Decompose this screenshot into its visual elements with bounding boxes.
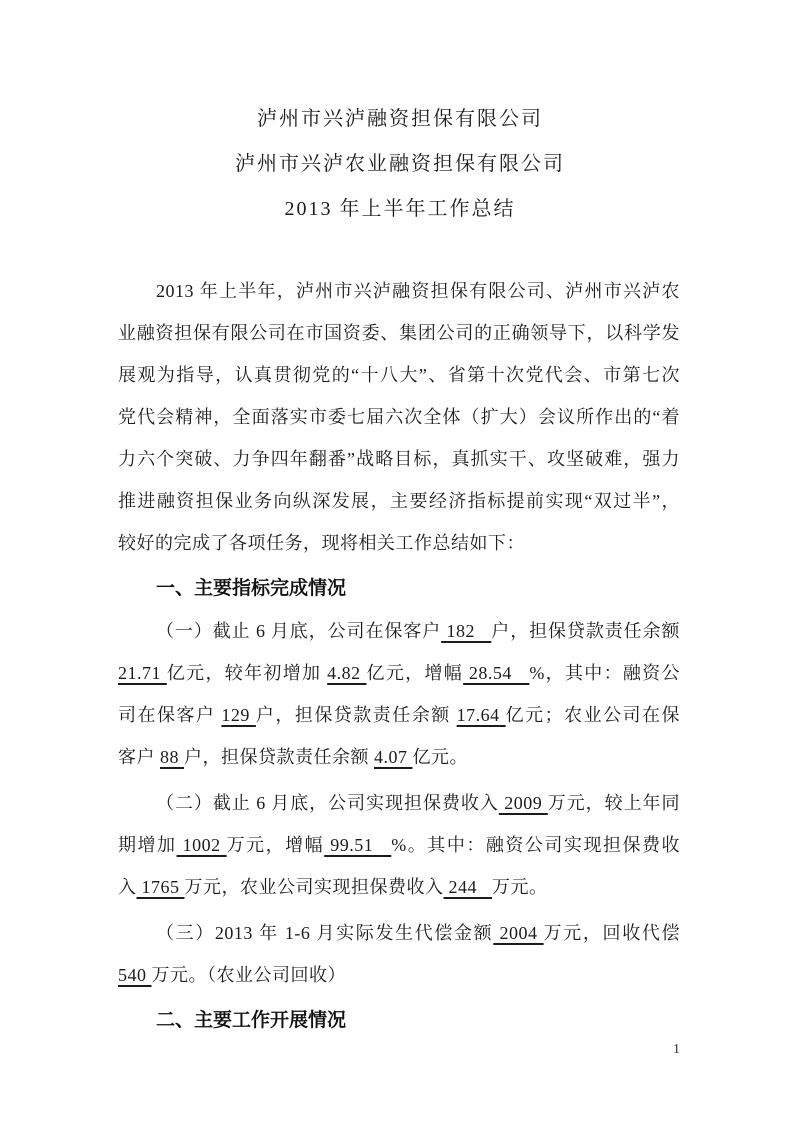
- paragraph-line: [118, 782, 680, 824]
- text-segment: （一）截止 6 月底，公司在保客户: [156, 621, 442, 641]
- paragraph-line: [118, 736, 680, 778]
- text-segment: 户，担保贷款责任余额: [491, 621, 681, 641]
- section-heading: 一、主要指标完成情况: [156, 578, 347, 599]
- underlined-value: 17.64: [456, 705, 506, 725]
- text-segment: 万元，增幅: [226, 835, 325, 855]
- text-segment: 万元。: [492, 877, 548, 897]
- paragraph-line: [118, 694, 680, 736]
- underlined-value: 88: [160, 747, 184, 767]
- text-segment: 亿元；农业公司在保: [505, 705, 681, 725]
- text-segment: 期增加: [118, 835, 177, 855]
- paragraph-line: [118, 312, 680, 354]
- text-segment: 司在保客户: [118, 705, 222, 725]
- paragraph: [118, 610, 680, 778]
- text-segment: 户，担保贷款责任余额: [255, 705, 457, 725]
- paragraph: [118, 270, 680, 564]
- text-segment: 户，担保贷款责任余额: [184, 747, 374, 767]
- text-segment: 万元。（农业公司回收）: [151, 965, 346, 985]
- text-segment: 万元，农业公司实现担保费收入: [184, 877, 444, 897]
- paragraph-line: [118, 438, 680, 480]
- underlined-value: 244: [443, 877, 492, 897]
- paragraph-line: [118, 480, 680, 522]
- underlined-value: 182: [441, 621, 492, 641]
- document-title-line-1: 泸州市兴泸融资担保有限公司: [257, 108, 543, 130]
- text-segment: 万元，回收代偿: [543, 923, 680, 943]
- paragraph-line: [118, 954, 680, 996]
- text-segment: 入: [118, 877, 137, 897]
- paragraph: [118, 912, 680, 996]
- underlined-value: 2009: [498, 793, 548, 813]
- paragraph-line: [118, 824, 680, 866]
- text-segment: 业融资担保有限公司在市国资委、集团公司的正确领导下，以科学发: [118, 323, 680, 343]
- underlined-value: 1002: [176, 835, 227, 855]
- paragraph-line: [118, 866, 680, 908]
- underlined-value: 21.71: [118, 663, 167, 683]
- underlined-value: 1765: [136, 877, 185, 897]
- text-segment: 力六个突破、力争四年翻番”战略目标，真抓实干、攻坚破难，强力: [118, 449, 680, 469]
- text-segment: 展观为指导，认真贯彻党的“十八大”、省第十次党代会、市第七次: [118, 365, 680, 385]
- text-segment: %，其中：融资公: [529, 663, 681, 683]
- text-segment: 推进融资担保业务向纵深发展，主要经济指标提前实现“双过半”，: [118, 491, 680, 511]
- paragraph-line: [118, 912, 680, 954]
- document-titles: [0, 0, 800, 232]
- text-segment: 党代会精神，全面落实市委七届六次全体（扩大）会议所作出的“着: [118, 407, 680, 427]
- document-body: [118, 270, 680, 1042]
- paragraph-line: [118, 270, 680, 312]
- paragraph: [118, 782, 680, 908]
- underlined-value: 540: [118, 965, 152, 985]
- paragraph-line: [118, 396, 680, 438]
- section-heading: 二、主要工作开展情况: [156, 1010, 347, 1031]
- underlined-value: 129: [221, 705, 256, 725]
- paragraph-line: [118, 652, 680, 694]
- text-segment: 亿元，增幅: [366, 663, 464, 683]
- paragraph-line: [118, 610, 680, 652]
- text-segment: 2013 年上半年，泸州市兴泸融资担保有限公司、泸州市兴泸农: [156, 281, 680, 301]
- underlined-value: 4.82: [327, 663, 367, 683]
- text-segment: 客户: [118, 747, 160, 767]
- underlined-value: 28.54: [463, 663, 530, 683]
- text-segment: 亿元。: [412, 747, 468, 767]
- paragraph-line: [118, 354, 680, 396]
- underlined-value: 4.07: [374, 747, 413, 767]
- text-segment: （三）2013 年 1-6 月实际发生代偿金额: [156, 923, 494, 943]
- text-segment: %。其中：融资公司实现担保费收: [391, 835, 681, 855]
- text-segment: 亿元，较年初增加: [166, 663, 328, 683]
- document-title-line-2: 泸州市兴泸农业融资担保有限公司: [235, 153, 565, 175]
- text-segment: 较好的完成了各项任务，现将相关工作总结如下：: [118, 533, 525, 553]
- underlined-value: 2004: [493, 923, 544, 943]
- page-number: 1: [673, 1042, 680, 1057]
- underlined-value: 99.51: [324, 835, 392, 855]
- text-segment: （二）截止 6 月底，公司实现担保费收入: [156, 793, 499, 813]
- paragraph-line: [118, 522, 680, 564]
- text-segment: 万元，较上年同: [547, 793, 681, 813]
- document-title-line-3: 2013 年上半年工作总结: [284, 198, 516, 220]
